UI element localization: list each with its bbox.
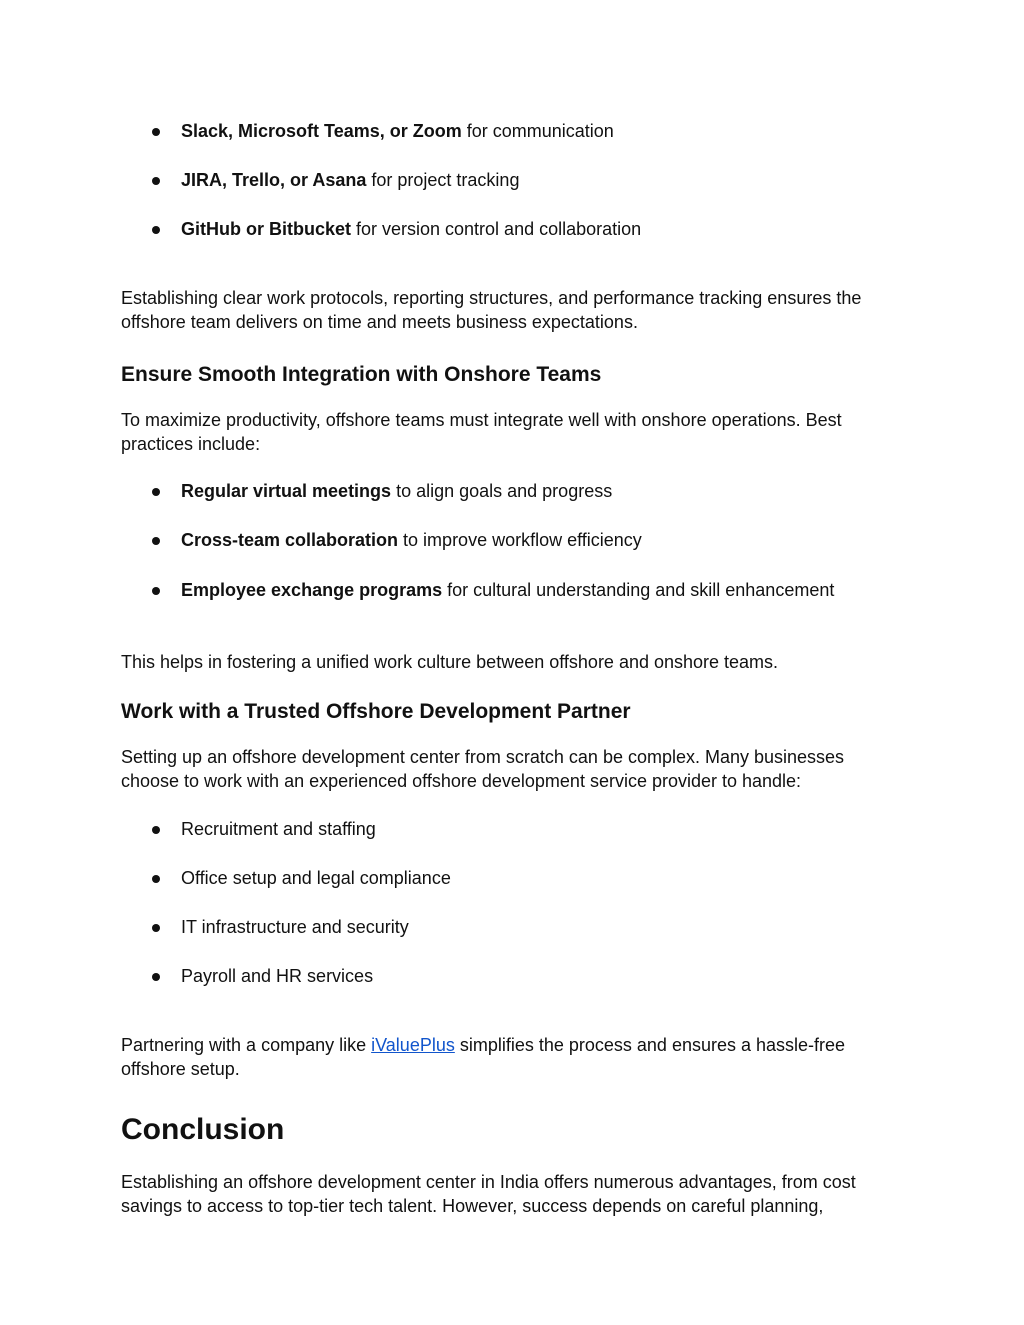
paragraph-protocols: Establishing clear work protocols, reporting structures, and performance tracking ensures the offshore team delivers on time and meets business expectations. — [121, 288, 862, 332]
bullet-icon — [152, 128, 160, 136]
list-item — [0, 575, 900, 605]
list-item-bold: GitHub or Bitbucket — [181, 219, 351, 239]
list-item — [0, 476, 900, 506]
list-item — [0, 214, 900, 244]
paragraph-partner: Setting up an offshore development center from scratch can be complex. Many businesses choose to work with an experienced offshore development service provider to handle: — [121, 747, 845, 791]
list-item-text: for version control and collaboration — [351, 219, 642, 239]
list-item — [0, 116, 900, 146]
list-item-bold: Cross-team collaboration — [181, 530, 399, 550]
list-item-bold: JIRA, Trello, or Asana — [181, 170, 367, 190]
bullet-icon — [152, 924, 160, 932]
list-item-bold: Slack, Microsoft Teams, or Zoom — [181, 121, 462, 141]
heading-conclusion: Conclusion — [121, 1113, 285, 1146]
list-item — [0, 525, 900, 555]
list-item-bold: Employee exchange programs — [181, 580, 443, 600]
list-item — [0, 863, 900, 893]
list-item — [0, 912, 900, 942]
list-item-text: Recruitment and staffing — [181, 819, 376, 839]
partnering-text-after: simplifies the process and ensures a hassle-free offshore setup. — [121, 1035, 846, 1079]
bullet-icon — [152, 537, 160, 545]
bullet-icon — [152, 826, 160, 834]
bullet-icon — [152, 973, 160, 981]
paragraph-integration: To maximize productivity, offshore teams must integrate well with onshore operations. Best practices include: — [121, 410, 842, 454]
list-item-text: IT infrastructure and security — [181, 917, 409, 937]
list-item-bold: Regular virtual meetings — [181, 481, 392, 501]
bullet-icon — [152, 488, 160, 496]
heading-integration: Ensure Smooth Integration with Onshore Teams — [121, 363, 602, 386]
ivalueplus-link[interactable]: iValuePlus — [371, 1035, 455, 1055]
list-item — [0, 961, 900, 991]
list-item-text: to align goals and progress — [391, 481, 613, 501]
list-item-text: for cultural understanding and skill enhancement — [442, 580, 835, 600]
paragraph-conclusion: Establishing an offshore development center in India offers numerous advantages, from cost savings to access to top-tier tech talent. However, success depends on careful planning, — [121, 1172, 856, 1216]
bullet-icon — [152, 875, 160, 883]
bullet-icon — [152, 226, 160, 234]
list-item-text: Office setup and legal compliance — [181, 868, 451, 888]
list-item — [0, 814, 900, 844]
bullet-icon — [152, 177, 160, 185]
list-item-text: for project tracking — [366, 170, 520, 190]
list-item-text: Payroll and HR services — [181, 966, 374, 986]
list-item-text: for communication — [461, 121, 614, 141]
list-item — [0, 165, 900, 195]
paragraph-culture: This helps in fostering a unified work culture between offshore and onshore teams. — [121, 652, 779, 672]
partnering-text-before: Partnering with a company like — [121, 1035, 372, 1055]
list-item-text: to improve workflow efficiency — [398, 530, 642, 550]
heading-partner: Work with a Trusted Offshore Development Partner — [121, 700, 631, 723]
paragraph-partnering — [121, 1033, 901, 1081]
bullet-icon — [152, 587, 160, 595]
